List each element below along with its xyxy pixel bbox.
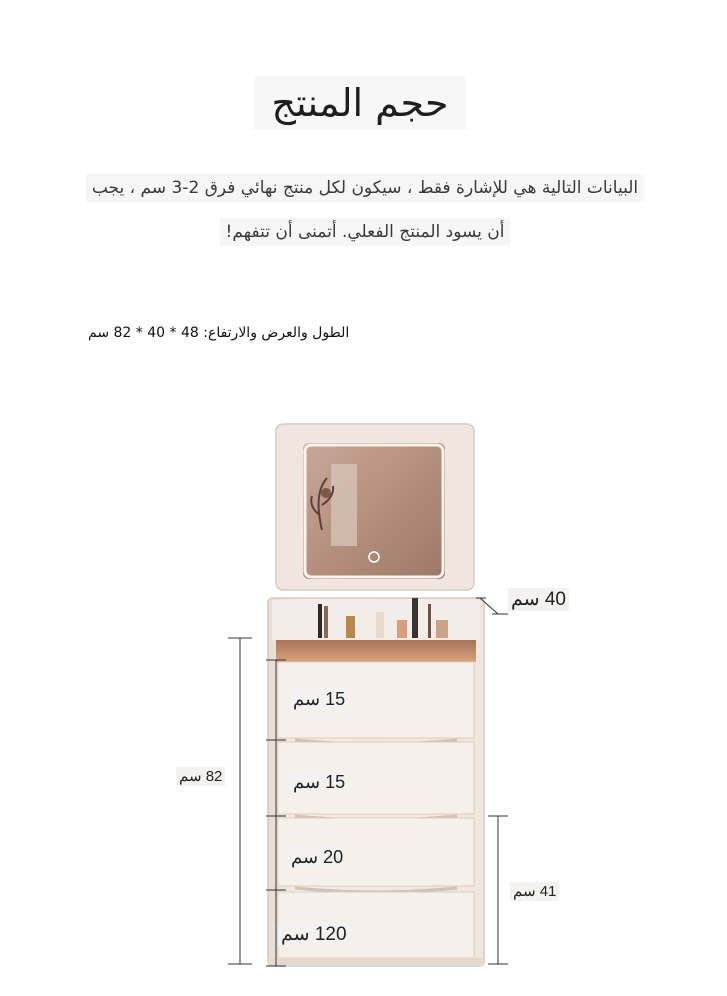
reed-diffuser bbox=[428, 604, 431, 638]
overall-dimensions: الطول والعرض والارتفاع: 48 * 40 * 82 سم bbox=[88, 325, 350, 341]
drawer-4-label bbox=[278, 923, 350, 946]
drawer-4-text: 120 سم bbox=[278, 923, 350, 946]
description-text-1: البيانات التالية هي للإشارة فقط ، سيكون لكل منتج نهائي فرق 2-3 سم ، يجب bbox=[86, 174, 644, 202]
drawer-2-text: 15 سم bbox=[290, 771, 348, 793]
glass-top bbox=[276, 640, 476, 662]
perfume-bottle bbox=[346, 616, 355, 638]
brush-2 bbox=[324, 606, 328, 638]
drawer-2-label bbox=[290, 772, 348, 793]
total-height-label bbox=[176, 767, 225, 785]
top-opening-label bbox=[508, 588, 569, 611]
lower-height-text: 41 سم bbox=[510, 882, 559, 901]
drawer-1-text: 15 سم bbox=[290, 688, 348, 710]
page-title: حجم المنتج bbox=[253, 76, 467, 130]
jar bbox=[397, 620, 407, 638]
lotion-bottle bbox=[376, 612, 384, 638]
mirror-lid bbox=[276, 424, 474, 590]
description-text-2: أن يسود المنتج الفعلي. أتمنى أن تتفهم! bbox=[220, 218, 511, 246]
drawer-3-text: 20 سم bbox=[288, 846, 346, 868]
mirror-reflection-frame bbox=[331, 464, 357, 546]
drawer-1-label bbox=[290, 689, 348, 710]
drawer-3-label bbox=[288, 847, 346, 868]
top-opening-text: 40 سم bbox=[508, 588, 569, 611]
brush-1 bbox=[318, 604, 322, 638]
plinth bbox=[268, 958, 484, 966]
diffuser-jar bbox=[436, 620, 448, 638]
tube bbox=[412, 598, 418, 638]
flower-bloom bbox=[321, 488, 331, 498]
total-height-text: 82 سم bbox=[176, 767, 225, 786]
lower-height-label bbox=[510, 882, 559, 900]
